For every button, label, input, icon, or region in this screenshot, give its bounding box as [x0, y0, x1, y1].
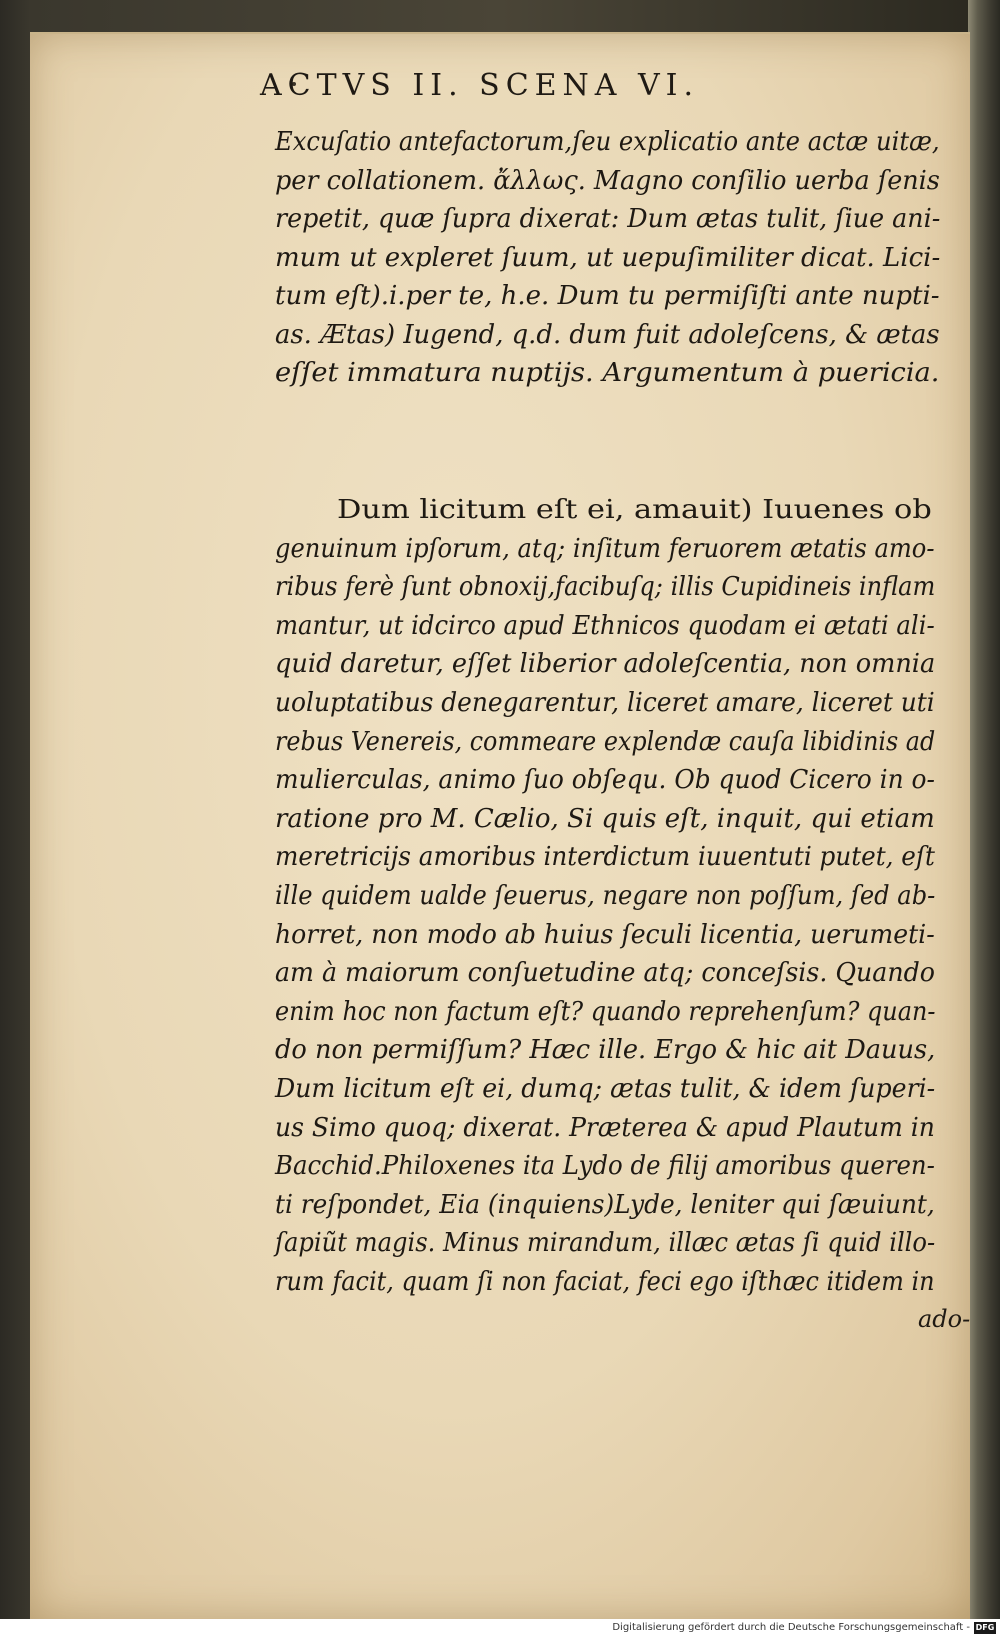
- text-line: per collationem. ἄλλως. Magno conſilio uerba ſenis: [275, 165, 940, 196]
- funding-credit: Digitalisierung gefördert durch die Deutsche Forschungsgemeinschaft -: [612, 1622, 970, 1633]
- text-line: Dum licitum eſt ei, dumq; ætas tulit, & idem ſuperi-: [275, 1074, 936, 1104]
- text-line: am à maiorum conſuetudine atq; conceſsis. Quando: [275, 958, 935, 989]
- text-line: ratione pro M. Cælio, Si quis eſt, inquit, qui etiam: [275, 803, 935, 834]
- catchword: ado-: [918, 1305, 971, 1333]
- text-line: mulierculas, animo ſuo obſequ. Ob quod Cicero in o-: [275, 765, 935, 796]
- dfg-logo: DFG: [975, 1623, 995, 1632]
- text-line: genuinum ipſorum, atq; inſitum feruorem ætatis amo-: [275, 533, 935, 564]
- page-edge-shadow: [968, 0, 1000, 1619]
- text-line: ribus ferè ſunt obnoxij,facibuſq; illis Cupidineis inflam: [275, 572, 936, 603]
- text-line: rum facit, quam ſi non faciat, feci ego iſthæc itidem in: [275, 1267, 935, 1297]
- running-title: ACTVS II. SCENA VI.: [260, 68, 700, 103]
- text-line: Bacchid.Philoxenes ita Lydo de filij amoribus queren-: [275, 1151, 935, 1182]
- text-line: us Simo quoq; dixerat. Præterea & apud Plautum in: [275, 1112, 935, 1143]
- footer-bar: [0, 1619, 1000, 1639]
- text-line: tum eſt).i.per te, h.e. Dum tu permiſiſti ante nupti-: [275, 281, 940, 311]
- text-line: meretricijs amoribus interdictum iuuentuti putet, eſt: [275, 842, 935, 873]
- text-line: quid daretur, eſſet liberior adoleſcentia, non omnia: [275, 649, 936, 680]
- text-line: ille quidem ualde ſeuerus, negare non poſſum, ſed ab-: [275, 881, 936, 911]
- text-line: as. Ætas) Iugend, q.d. dum fuit adoleſcens, & ætas: [275, 319, 940, 350]
- text-line: uoluptatibus denegarentur, liceret amare, liceret uti: [275, 688, 935, 718]
- text-line: rebus Venereis, commeare explendæ cauſa libidinis ad: [275, 726, 936, 757]
- text-line: enim hoc non factum eſt? quando reprehenſum? quan-: [275, 996, 936, 1027]
- text-line: do non permiſſum? Hæc ille. Ergo & hic ait Dauus,: [275, 1035, 936, 1066]
- text-line: mum ut expleret ſuum, ut uериſimiliter dicat. Lici-: [275, 242, 941, 273]
- text-line: repetit, quæ ſupra dixerat: Dum ætas tulit, ſiue ani-: [275, 204, 941, 234]
- text-line: eſſet immatura nuptijs. Argumentum à puericia.: [275, 358, 940, 388]
- text-line: horret, non modo ab huius ſeculi licentia, uerumeti-: [275, 919, 935, 950]
- text-line: mantur, ut idcirco apud Ethnicos quodam ei ætati ali-: [275, 610, 935, 641]
- text-line: ti reſpondet, Eia (inquiens)Lyde, leniter qui ſæuiunt,: [275, 1189, 935, 1220]
- text-line: Excuſatio antefactorum,ſeu explicatio ante actæ uitæ,: [275, 127, 940, 157]
- text-line: Dum licitum eſt ei, amauit) Iuuenes ob: [337, 495, 932, 525]
- text-line: ſapiũt magis. Minus mirandum, illæc ætas ſi quid illo-: [275, 1228, 936, 1259]
